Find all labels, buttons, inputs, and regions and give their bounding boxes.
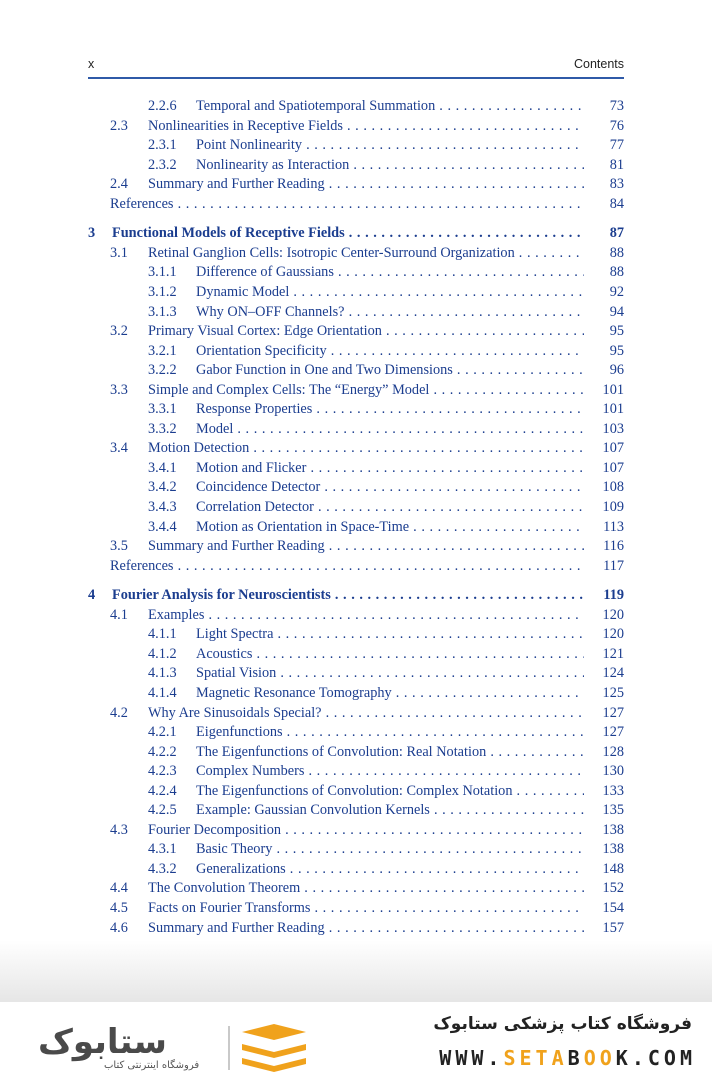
toc-entry-page: 77 [609,137,624,154]
url-highlight-1: SETA [503,1046,568,1070]
toc-entry-page: 138 [602,821,624,838]
toc-entry-page: 127 [602,704,624,721]
toc-entry-number: 4.3.2 [148,860,177,877]
toc-entry-title-text: Eigenfunctions [196,724,283,741]
url-middle: B [567,1046,584,1070]
toc-section[interactable] [88,175,624,194]
toc-entry-title [196,782,584,801]
toc-entry-title-text: Summary and Further Reading [148,176,325,193]
toc-section[interactable] [88,478,624,497]
toc-entry-page: 94 [609,303,624,320]
toc-entry-title [196,478,584,497]
toc-entry-page: 95 [609,342,624,359]
toc-entry-page: 117 [603,557,624,574]
toc-entry-title-text: Acoustics [196,645,253,662]
toc-section[interactable] [88,664,624,683]
toc-entry-title-text: Basic Theory [196,841,273,858]
toc-entry-number: 4.3 [110,821,128,838]
toc-entry-title-text: Dynamic Model [196,283,290,300]
toc-entry-page: 84 [609,195,624,212]
toc-entry-number: 3.4.1 [148,459,177,476]
page-header [88,57,624,77]
toc-entry-title [196,342,584,361]
toc-entry-title-text: Why ON–OFF Channels? [196,303,345,320]
toc-entry-number: 3.4 [110,440,128,457]
toc-section[interactable] [88,439,624,458]
toc-entry-number: 2.4 [110,176,128,193]
toc-entry-number: 4.2.4 [148,782,177,799]
logo-divider [228,1026,230,1070]
toc-entry-number: 3.1 [110,244,128,261]
toc-entry-title-text: Response Properties [196,401,313,418]
toc-entry-page: 124 [602,665,624,682]
footer-shade [0,940,712,1002]
toc-section[interactable] [88,606,624,625]
toc-entry-title-text: Facts on Fourier Transforms [148,900,311,916]
book-stack-icon [238,1022,310,1074]
toc-entry-title-text: References [110,195,174,212]
store-logo [38,1022,278,1074]
toc-entry-page: 92 [609,283,624,300]
toc-entry-page: 135 [602,802,624,819]
toc-section[interactable] [88,801,624,820]
toc-entry-number: 4.2 [110,704,128,721]
toc-entry-page: 127 [602,724,624,741]
toc-entry-number: 2.3 [110,117,128,134]
toc-entry-page: 76 [609,117,624,134]
toc-entry-page: 103 [602,420,624,437]
toc-section[interactable] [88,381,624,400]
store-name: فروشگاه کتاب پزشکی ستابوک [433,1014,692,1034]
toc-section[interactable] [88,782,624,801]
toc-section[interactable] [88,156,624,175]
toc-entry-page: 109 [602,499,624,515]
toc-section[interactable] [88,400,624,419]
toc-entry-title-text: Spatial Vision [196,665,277,682]
toc-entry-title [196,762,584,781]
toc-entry-page: 88 [609,244,624,261]
toc-entry-page: 88 [609,264,624,281]
toc-section[interactable] [88,518,624,537]
toc-entry-title [196,625,584,644]
toc-entry-number: 4.6 [110,919,128,936]
toc-entry-title [110,557,584,576]
running-title: Contents [573,57,624,71]
toc-entry-page: 154 [602,900,624,916]
toc-entry-page: 101 [602,401,624,418]
toc-entry-title-text: Retinal Ganglion Cells: Isotropic Center-Surround Organization [148,244,515,261]
toc-entry-title-text: Simple and Complex Cells: The “Energy” Model [148,381,430,398]
toc-entry-page: 128 [602,743,624,760]
toc-section[interactable] [88,704,624,723]
toc-entry-title-text: Coincidence Detector [196,479,321,496]
toc-entry-number: 4.2.2 [148,743,177,760]
toc-entry-title [196,645,584,664]
toc-entry-title-text: Summary and Further Reading [148,919,325,936]
toc-entry-number: 4.4 [110,880,128,897]
toc-entry-page: 119 [603,587,624,604]
logo-subtitle: فروشگاه اینترنتی کتاب [104,1060,200,1071]
toc-entry-page: 83 [609,176,624,193]
toc-entry-page: 125 [602,684,624,701]
toc-entry-number: 4.1.1 [148,626,177,643]
toc-entry-page: 148 [602,860,624,877]
toc-entry-title [196,723,584,742]
toc-section[interactable] [88,361,624,380]
toc-entry-title-text: Primary Visual Cortex: Edge Orientation [148,323,382,340]
toc-entry-number: 3.4.4 [148,518,177,535]
toc-entry-page: 81 [609,156,624,173]
toc-entry-title [110,195,584,214]
toc-entry-title [196,136,584,155]
toc-entry-title [196,97,584,116]
toc-entry-number: 3.3.2 [148,420,177,437]
toc-entry-number: 2.2.6 [148,98,177,114]
toc-entry-title-text: Model [196,420,234,437]
toc-section[interactable] [88,97,624,116]
toc-entry-page: 107 [602,459,624,476]
toc-entry-title [148,919,584,938]
toc-section[interactable] [88,283,624,302]
toc-section[interactable] [88,244,624,263]
toc-section[interactable] [88,537,624,556]
toc-entry-number: 3.3.1 [148,401,177,418]
toc-chapter[interactable] [88,586,624,605]
toc-section[interactable] [88,117,624,136]
toc-entry-title [148,322,584,341]
toc-entry-page: 138 [602,841,624,858]
toc-entry-number: 4.1 [110,606,128,623]
toc-entry-title-text: Nonlinearities in Receptive Fields [148,117,343,134]
toc-entry-number: 3 [88,225,96,242]
toc-entry-title-text: Functional Models of Receptive Fields [112,225,345,242]
toc-entry-number: 3.4.2 [148,479,177,496]
toc-entry-title [196,860,584,879]
toc-section[interactable] [88,762,624,781]
toc-entry-number: 3.2 [110,323,128,340]
toc-entry-title [148,537,584,556]
toc-chapter[interactable] [88,224,624,243]
toc-section[interactable] [88,860,624,879]
toc-entry-title-text: Motion Detection [148,440,250,457]
toc-entry-page: 101 [602,381,624,398]
toc-entry-title-text: The Eigenfunctions of Convolution: Real Notation [196,743,487,760]
toc-entry-title [196,263,584,282]
toc-section[interactable] [88,625,624,644]
url-highlight-2: OO [583,1046,616,1070]
toc-entry-title [196,518,584,537]
toc-entry-title [196,303,584,322]
toc-section[interactable] [88,263,624,282]
toc-entry-number: 3.2.2 [148,362,177,379]
toc-entry-title [148,244,584,263]
toc-entry-number: 2.3.2 [148,156,177,173]
toc-entry-number: 4.2.1 [148,724,177,741]
toc-entry-title-text: Summary and Further Reading [148,538,325,555]
toc-entry-number: 3.3 [110,381,128,398]
toc-entry-number: 3.1.2 [148,283,177,300]
toc-entry-title-text: Fourier Decomposition [148,821,282,838]
logo-wordmark: ستابوک [38,1022,167,1062]
page-number: x [88,57,95,71]
toc-section[interactable] [88,743,624,762]
toc-entry-title [196,684,584,703]
toc-entry-title [148,606,584,625]
toc-section[interactable] [88,899,624,918]
toc-entry-title-text: Motion as Orientation in Space-Time [196,518,410,535]
toc-section[interactable] [88,684,624,703]
toc-entry-page: 157 [602,919,624,936]
toc-entry-title [196,156,584,175]
toc-section[interactable] [88,303,624,322]
toc-entry-title [112,224,584,243]
toc-section[interactable] [88,136,624,155]
toc-section[interactable] [88,322,624,341]
toc-entry-page: 113 [603,518,624,535]
toc-entry-number: 3.1.1 [148,264,177,281]
toc-entry-title-text: Difference of Gaussians [196,264,334,281]
toc-entry-number: 4.1.3 [148,665,177,682]
toc-section[interactable] [88,459,624,478]
toc-entry-number: 4.3.1 [148,841,177,858]
toc-entry-title-text: Correlation Detector [196,499,314,515]
toc-entry-number: 4.5 [110,900,128,916]
toc-section[interactable] [88,879,624,898]
toc-entry-title-text: Light Spectra [196,626,274,643]
toc-entry-number: 4.2.5 [148,802,177,819]
toc-entry-title [112,586,584,605]
toc-entry-title [196,361,584,380]
toc-entry-title [148,381,584,400]
toc-entry-page: 152 [602,880,624,897]
toc-entry-title-text: Magnetic Resonance Tomography [196,684,392,701]
store-banner [0,1002,712,1079]
toc-entry-title [196,420,584,439]
toc-entry-page: 107 [602,440,624,457]
toc-entry-title [148,821,584,840]
header-rule [88,77,624,79]
toc-section[interactable] [88,840,624,859]
toc-entry-page: 73 [609,98,624,114]
toc-entry-number: 4.2.3 [148,763,177,780]
toc-entry-title-text: Examples [148,606,205,623]
toc-entry-number: 4.1.2 [148,645,177,662]
toc-entry-number: 4.1.4 [148,684,177,701]
toc-entry-title-text: Generalizations [196,860,286,877]
toc-entry-title [196,498,584,517]
toc-section[interactable] [88,645,624,664]
toc-entry-title-text: References [110,557,174,574]
toc-entry-title [148,899,584,918]
toc-entry-page: 120 [602,626,624,643]
toc-entry-page: 133 [602,782,624,799]
toc-references[interactable] [88,195,624,214]
toc-entry-title-text: Orientation Specificity [196,342,327,359]
toc-section[interactable] [88,420,624,439]
toc-section[interactable] [88,498,624,517]
toc-section[interactable] [88,821,624,840]
toc-entry-title [196,664,584,683]
store-url[interactable] [439,1046,696,1070]
toc-entry-title-text: Gabor Function in One and Two Dimensions [196,362,453,379]
toc-entry-title [148,175,584,194]
toc-section[interactable] [88,342,624,361]
toc-entry-title [148,879,584,898]
toc-entry-title-text: Temporal and Spatiotemporal Summation [196,98,436,114]
toc-entry-title-text: The Convolution Theorem [148,880,301,897]
toc-entry-page: 108 [602,479,624,496]
toc-entry-title-text: Example: Gaussian Convolution Kernels [196,802,430,819]
toc-entry-title [148,117,584,136]
toc-entry-page: 87 [609,225,624,242]
toc-section[interactable] [88,723,624,742]
toc-references[interactable] [88,557,624,576]
toc-entry-title-text: Point Nonlinearity [196,137,303,154]
toc-entry-number: 3.1.3 [148,303,177,320]
toc-entry-number: 3.4.3 [148,499,177,515]
toc-entry-page: 130 [602,763,624,780]
toc-entry-number: 3.2.1 [148,342,177,359]
toc-entry-title [196,840,584,859]
toc-entry-title [196,400,584,419]
toc-entry-number: 3.5 [110,538,128,555]
url-suffix: K.COM [615,1046,696,1070]
toc-entry-title [196,459,584,478]
toc-entry-title [196,801,584,820]
toc-entry-page: 116 [603,538,624,555]
toc-section[interactable] [88,919,624,938]
toc-entry-title [148,704,584,723]
toc-entry-title-text: Motion and Flicker [196,459,307,476]
toc-entry-title-text: Why Are Sinusoidals Special? [148,704,322,721]
toc-entry-title [196,283,584,302]
url-prefix: WWW. [439,1046,504,1070]
toc-entry-page: 96 [609,362,624,379]
toc-entry-title [196,743,584,762]
toc-entry-title-text: Nonlinearity as Interaction [196,156,350,173]
toc-entry-number: 4 [88,587,96,604]
toc-entry-page: 95 [609,323,624,340]
toc-entry-title-text: Complex Numbers [196,763,305,780]
toc-entry-title-text: The Eigenfunctions of Convolution: Complex Notation [196,782,513,799]
toc-entry-title-text: Fourier Analysis for Neuroscientists [112,587,331,604]
toc-entry-title [148,439,584,458]
toc-entry-page: 121 [602,645,624,662]
toc-entry-page: 120 [602,606,624,623]
toc-entry-number: 2.3.1 [148,137,177,154]
